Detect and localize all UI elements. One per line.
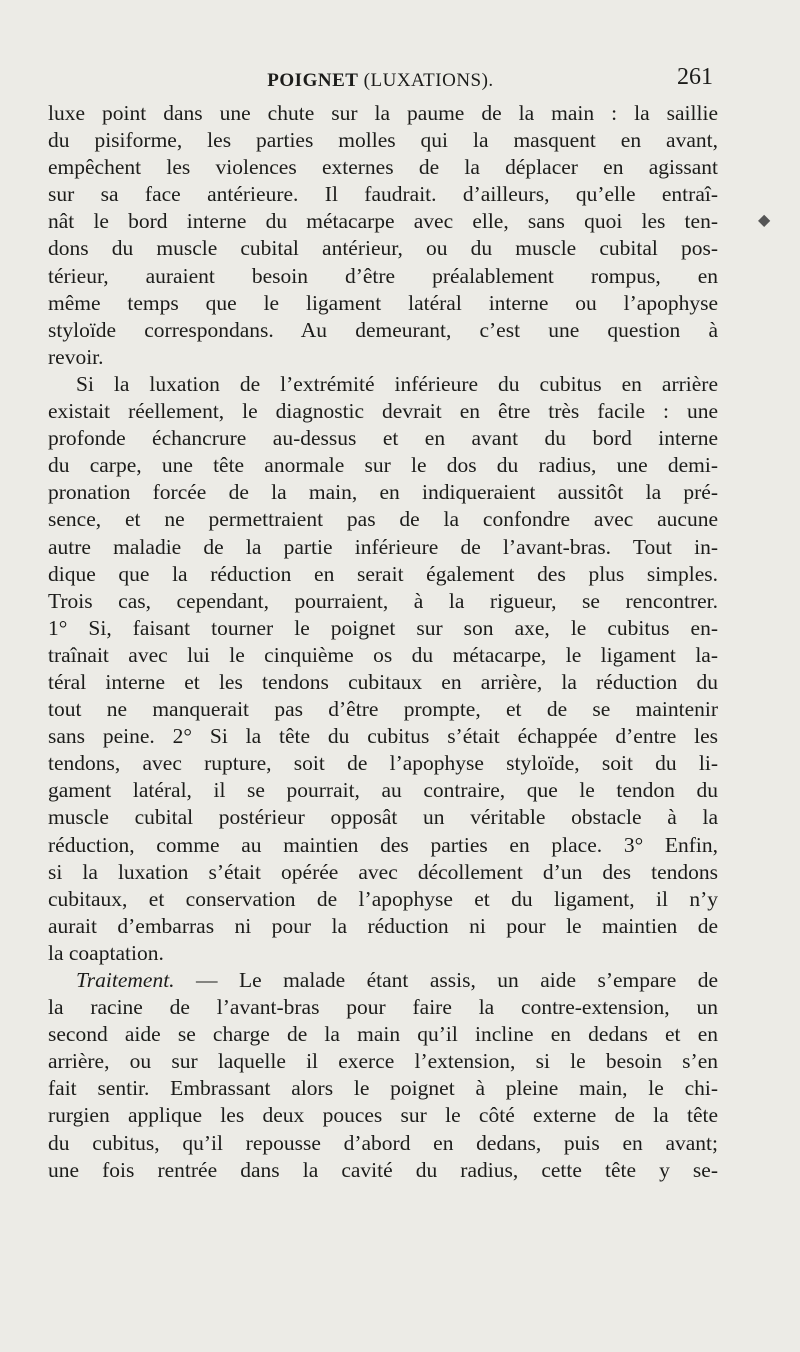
text-line: du carpe, une tête anormale sur le dos du radius, une demi- (48, 453, 718, 478)
text-line: du cubitus, qu’il repousse d’abord en dedans, puis en avant; (48, 1130, 718, 1155)
text-line: réduction, comme au maintien des parties en place. 3° Enfin, (48, 832, 718, 857)
text-line: luxe point dans une chute sur la paume de la main : la saillie (48, 101, 718, 125)
text-line: du pisiforme, les parties molles qui la masquent en avant, (48, 128, 718, 153)
text-line: térieur, auraient besoin d’être préalablement rompus, en (48, 263, 718, 288)
running-head-subtitle: (LUXATIONS). (363, 70, 494, 91)
text-line: sence, et ne permettraient pas de la confondre avec aucune (48, 507, 718, 532)
text-line: pronation forcée de la main, en indiqueraient aussitôt la pré- (48, 480, 718, 505)
text-line: sans peine. 2° Si la tête du cubitus s’était échappée d’entre les (48, 724, 718, 749)
text-line: la racine de l’avant-bras pour faire la contre-extension, un (48, 995, 718, 1020)
text-line: second aide se charge de la main qu’il incline en dedans et en (48, 1022, 718, 1047)
text-line: si la luxation s’était opérée avec décollement d’un des tendons (48, 859, 718, 884)
margin-mark-icon: ◆ (758, 212, 771, 229)
text-line: dique que la réduction en serait également des plus simples. (48, 561, 718, 586)
text-line: dons du muscle cubital antérieur, ou du muscle cubital pos- (48, 236, 718, 261)
text-line: nât le bord interne du métacarpe avec elle, sans quoi les ten- (48, 209, 718, 234)
text-line: Trois cas, cependant, pourraient, à la rigueur, se rencontrer. (48, 588, 718, 613)
text-line: traînait avec lui le cinquième os du métacarpe, le ligament la- (48, 642, 718, 667)
page-number: 261 (677, 64, 713, 90)
text-line: la coaptation. (48, 940, 164, 965)
text-line: autre maladie de la partie inférieure de l’avant-bras. Tout in- (48, 534, 718, 559)
running-head-title: POIGNET (267, 70, 359, 91)
text-line: même temps que le ligament latéral interne ou l’apophyse (48, 290, 718, 315)
text-line: existait réellement, le diagnostic devrait en être très facile : une (48, 399, 718, 424)
text-line: tendons, avec rupture, soit de l’apophyse styloïde, soit du li- (48, 751, 718, 776)
text-line: profonde échancrure au-dessus et en avant du bord interne (48, 426, 718, 451)
page-header (48, 62, 713, 98)
running-head (48, 70, 713, 92)
paragraph-start-line: Si la luxation de l’extrémité inférieure du cubitus en arrière (76, 371, 718, 396)
text-line: fait sentir. Embrassant alors le poignet à pleine main, le chi- (48, 1076, 718, 1101)
body-text (48, 100, 718, 1184)
text-line: 1° Si, faisant tourner le poignet sur son axe, le cubitus en- (48, 615, 718, 640)
text-line: tout ne manquerait pas d’être prompte, et de se maintenir (48, 697, 718, 722)
text-line: téral interne et les tendons cubitaux en arrière, la réduction du (48, 669, 718, 694)
traitement-line-text: — Le malade étant assis, un aide s’empare de (196, 968, 718, 992)
text-line: styloïde correspondans. Au demeurant, c’est une question à (48, 317, 718, 342)
text-line: une fois rentrée dans la cavité du radius, cette tête y se- (48, 1157, 718, 1182)
text-line: arrière, ou sur laquelle il exerce l’extension, si le besoin s’en (48, 1049, 718, 1074)
text-line: revoir. (48, 344, 104, 369)
text-line: empêchent les violences externes de la déplacer en agissant (48, 155, 718, 180)
traitement-line (48, 967, 718, 994)
text-line: aurait d’embarras ni pour la réduction ni pour le maintien de (48, 913, 718, 938)
text-line: muscle cubital postérieur opposât un véritable obstacle à la (48, 805, 718, 830)
traitement-heading: Traitement. (76, 968, 175, 992)
text-line: rurgien applique les deux pouces sur le côté externe de la tête (48, 1103, 718, 1128)
text-line: sur sa face antérieure. Il faudrait. d’ailleurs, qu’elle entraî- (48, 182, 718, 207)
text-line: cubitaux, et conservation de l’apophyse et du ligament, il n’y (48, 886, 718, 911)
text-line: gament latéral, il se pourrait, au contraire, que le tendon du (48, 778, 718, 803)
